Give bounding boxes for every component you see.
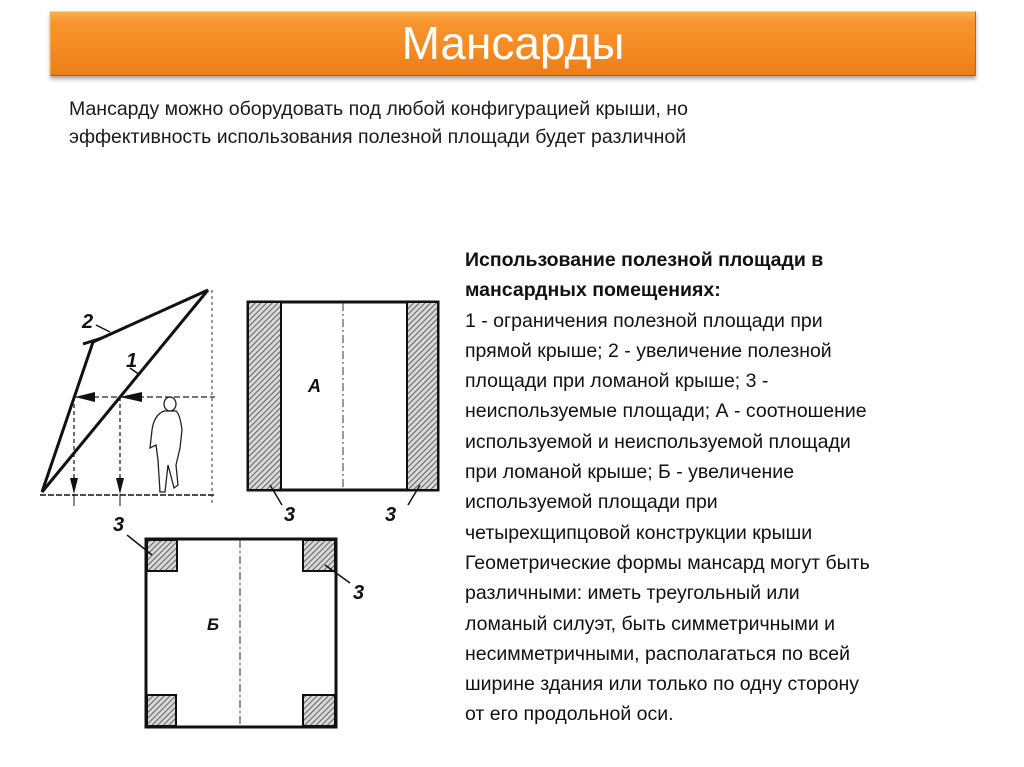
description-line: используемой площади при [465, 491, 718, 514]
label-3-top-right: 3 [353, 582, 365, 604]
description-text [465, 245, 985, 730]
description-line: площади при ломаной крыше; 3 - [465, 370, 769, 393]
description-heading: Использование полезной площади в [465, 249, 824, 271]
label-3-right: 3 [385, 504, 397, 526]
description-line: Геометрические формы мансард могут быть [465, 551, 870, 574]
label-a: А [308, 376, 321, 396]
description-line: четырехщипцовой конструкции крыши [465, 521, 813, 544]
plan-a-diagram [240, 295, 445, 530]
unused-corner-br [303, 695, 335, 726]
description-line: ширине здания или только по одну сторону [465, 673, 860, 696]
description-line: различными: иметь треугольный или [465, 582, 800, 605]
intro-text [69, 95, 869, 151]
intro-line: эффективность использования полезной площади будет различной [69, 126, 687, 148]
description-line: 1 - ограничения полезной площади при [465, 309, 823, 332]
label-3-top-left: 3 [113, 514, 125, 536]
label-3-left: 3 [284, 504, 296, 526]
description-line: ломаный силуэт, быть симметричными и [465, 612, 836, 635]
description-line: используемой и неиспользуемой площади [465, 430, 851, 453]
description-line: прямой крыше; 2 - увеличение полезной [465, 339, 832, 362]
label-2: 2 [82, 311, 94, 333]
plan-b-diagram [100, 505, 390, 735]
unused-area-right [407, 303, 437, 489]
description-line: несимметричными, располагаться по всей [465, 642, 851, 665]
intro-line: Мансарду можно оборудовать под любой конфигурацией крыши, но [69, 98, 688, 120]
description-line: при ломаной крыше; Б - увеличение [465, 461, 795, 484]
title-bar [50, 11, 976, 76]
description-heading: мансардных помещениях: [465, 279, 721, 302]
unused-area-left [249, 303, 281, 489]
human-figure-icon [150, 397, 182, 492]
roof-section-diagram [30, 280, 230, 510]
slide-title: Мансарды [401, 16, 625, 69]
unused-corner-tr [303, 540, 335, 571]
description-line: неиспользуемые площади; А - соотношение [465, 400, 867, 423]
unused-corner-bl [147, 695, 176, 726]
description-line: от его продольной оси. [465, 703, 674, 726]
label-1: 1 [126, 350, 138, 372]
label-b: Б [207, 615, 220, 634]
